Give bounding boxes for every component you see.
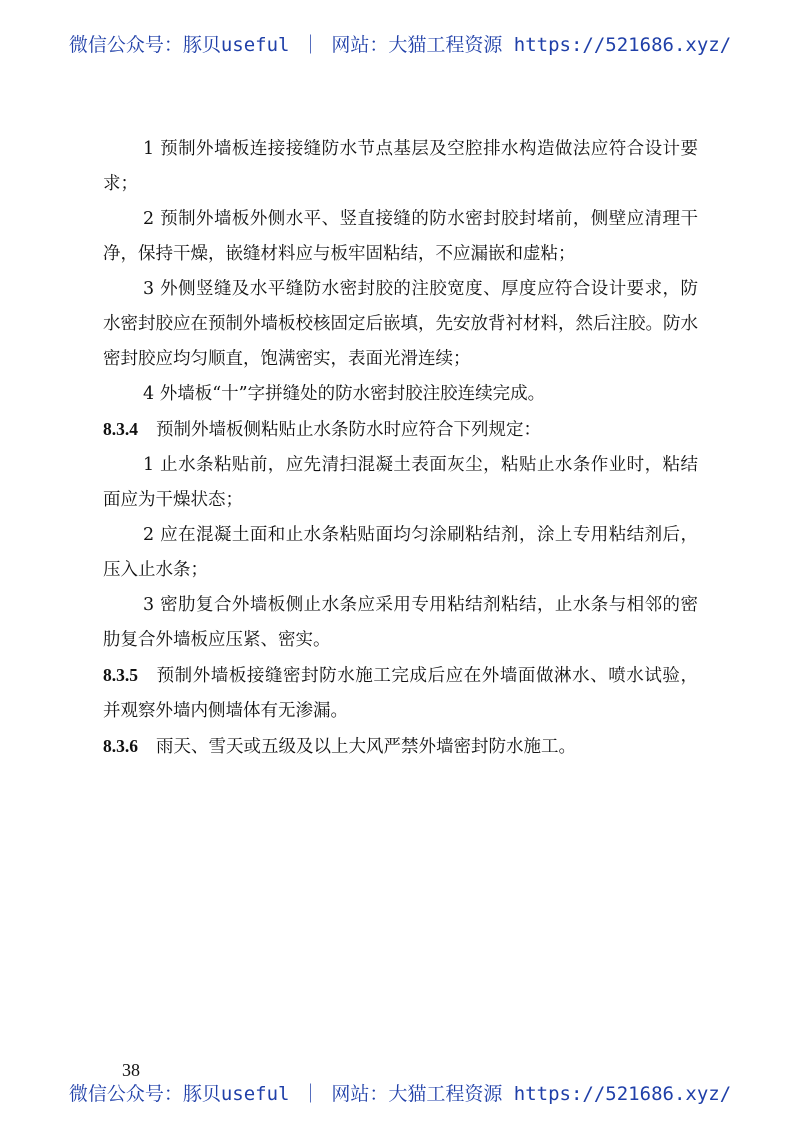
item-text: 2 预制外墙板外侧水平、竖直接缝的防水密封胶封堵前，侧壁应清理干净，保持干燥，嵌缝材料应与板牢固粘结，不应漏嵌和虚粘； xyxy=(103,209,698,264)
list-item xyxy=(103,588,698,658)
clause-number: 8.3.6 xyxy=(103,736,138,756)
clause-text: 预制外墙板侧粘贴止水条防水时应符合下列规定： xyxy=(156,420,541,440)
item-text: 3 外侧竖缝及水平缝防水密封胶的注胶宽度、厚度应符合设计要求，防水密封胶应在预制外墙板校核固定后嵌填，先安放背衬材料，然后注胶。防水密封胶应均匀顺直，饱满密实，表面光滑连续； xyxy=(103,279,698,369)
footer-watermark: 微信公众号：豚贝useful ｜ 网站：大猫工程资源 https://521686.xyz/ xyxy=(68,1083,732,1105)
list-item xyxy=(103,448,698,518)
list-item xyxy=(103,132,698,202)
item-text: 3 密肋复合外墙板侧止水条应采用专用粘结剂粘结，止水条与相邻的密肋复合外墙板应压紧、密实。 xyxy=(103,595,698,650)
clause xyxy=(103,658,698,729)
clause xyxy=(103,729,698,765)
clause xyxy=(103,412,698,448)
page-number: 38 xyxy=(122,1060,140,1080)
item-text: 4 外墙板“十”字拼缝处的防水密封胶注胶连续完成。 xyxy=(143,384,546,404)
clause-text: 雨天、雪天或五级及以上大风严禁外墙密封防水施工。 xyxy=(156,737,576,757)
item-text: 2 应在混凝土面和止水条粘贴面均匀涂刷粘结剂，涂上专用粘结剂后，压入止水条； xyxy=(103,525,698,580)
list-item xyxy=(103,377,698,412)
clause-text: 预制外墙板接缝密封防水施工完成后应在外墙面做淋水、喷水试验，并观察外墙内侧墙体有无渗漏。 xyxy=(103,666,698,721)
clause-number: 8.3.4 xyxy=(103,419,138,439)
list-item xyxy=(103,202,698,272)
list-item xyxy=(103,518,698,588)
item-text: 1 止水条粘贴前，应先清扫混凝土表面灰尘，粘贴止水条作业时，粘结面应为干燥状态； xyxy=(103,455,698,510)
header-watermark: 微信公众号：豚贝useful ｜ 网站：大猫工程资源 https://521686.xyz/ xyxy=(68,34,732,56)
item-text: 1 预制外墙板连接接缝防水节点基层及空腔排水构造做法应符合设计要求； xyxy=(103,139,698,194)
document-body xyxy=(103,132,698,765)
list-item xyxy=(103,272,698,377)
clause-number: 8.3.5 xyxy=(103,665,138,685)
